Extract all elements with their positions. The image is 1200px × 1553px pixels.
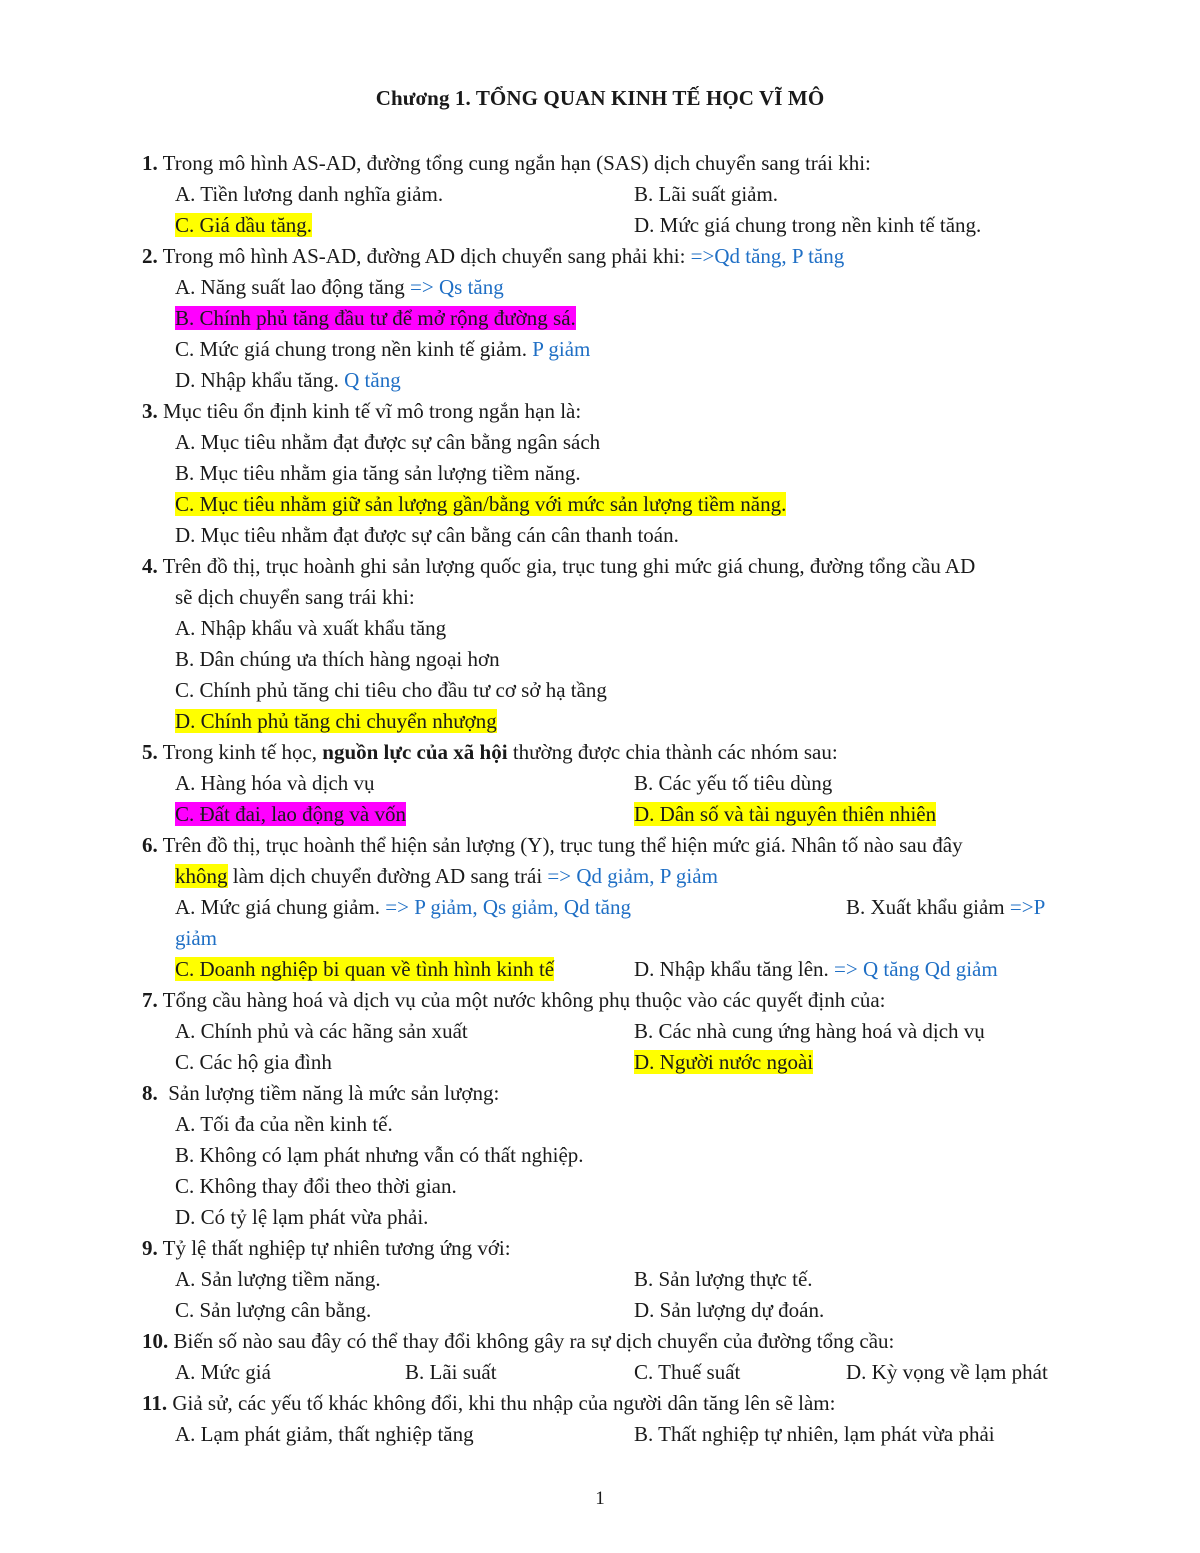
annotation-note: => Q tăng Qd giảm (834, 957, 998, 981)
question-4-continued: sẽ dịch chuyển sang trái khi: (175, 585, 415, 609)
question-3: 3. Mục tiêu ổn định kinh tế vĩ mô trong ngắn hạn là: (142, 399, 582, 423)
question-7: 7. Tổng cầu hàng hoá và dịch vụ của một nước không phụ thuộc vào các quyết định của: (142, 988, 886, 1012)
annotation-note: => Qs tăng (410, 275, 504, 299)
q7-option-c: C. Các hộ gia đình (175, 1050, 332, 1074)
q7-option-b: B. Các nhà cung ứng hàng hoá và dịch vụ (634, 1019, 985, 1043)
q2-option-b (175, 304, 576, 332)
page-number: 1 (595, 1488, 605, 1509)
q3-option-c (175, 490, 786, 518)
annotation-note: => Qd giảm, P giảm (547, 864, 718, 888)
q6-option-a: A. Mức giá chung giảm. => P giảm, Qs giảm, Qd tăng (175, 895, 631, 919)
q8-option-d: D. Có tỷ lệ lạm phát vừa phải. (175, 1205, 429, 1229)
annotation-note: =>P (1009, 895, 1046, 919)
question-11: 11. Giả sử, các yếu tố khác không đổi, khi thu nhập của người dân tăng lên sẽ làm: (142, 1391, 836, 1415)
question-9: 9. Tỷ lệ thất nghiệp tự nhiên tương ứng với: (142, 1236, 511, 1260)
q1-option-a: A. Tiền lương danh nghĩa giảm. (175, 182, 444, 206)
highlighted-answer: D. Chính phủ tăng chi chuyển nhượng (175, 709, 497, 733)
q2-option-c: C. Mức giá chung trong nền kinh tế giảm. P giảm (175, 337, 591, 361)
q11-option-a: A. Lạm phát giảm, thất nghiệp tăng (175, 1422, 474, 1446)
q10-option-d: D. Kỳ vọng về lạm phát (846, 1360, 1048, 1384)
chapter-title: Chương 1. TỔNG QUAN KINH TẾ HỌC VĨ MÔ (375, 86, 825, 110)
highlighted-word: không (175, 864, 228, 888)
question-4: 4. Trên đồ thị, trục hoành ghi sản lượng quốc gia, trục tung ghi mức giá chung, đường tổng cầu AD (142, 554, 976, 578)
q10-option-b: B. Lãi suất (405, 1360, 497, 1384)
q9-option-b: B. Sản lượng thực tế. (634, 1267, 813, 1291)
q4-option-a: A. Nhập khẩu và xuất khẩu tăng (175, 616, 447, 640)
q4-option-b: B. Dân chúng ưa thích hàng ngoại hơn (175, 647, 500, 671)
highlighted-answer: C. Doanh nghiệp bi quan về tình hình kinh tế (175, 957, 555, 981)
q2-option-a: A. Năng suất lao động tăng => Qs tăng (175, 275, 504, 299)
q4-option-c: C. Chính phủ tăng chi tiêu cho đầu tư cơ sở hạ tầng (175, 678, 607, 702)
q7-option-a: A. Chính phủ và các hãng sản xuất (175, 1019, 468, 1043)
q9-option-c: C. Sản lượng cân bằng. (175, 1298, 372, 1322)
q10-option-a: A. Mức giá (175, 1360, 271, 1384)
q8-option-a: A. Tối đa của nền kinh tế. (175, 1112, 393, 1136)
q3-option-d: D. Mục tiêu nhằm đạt được sự cân bằng cán cân thanh toán. (175, 523, 679, 547)
question-2: 2. Trong mô hình AS-AD, đường AD dịch chuyển sang phải khi: =>Qd tăng, P tăng (142, 244, 845, 268)
q5-option-d (634, 800, 936, 828)
highlighted-answer: C. Giá dầu tăng. (175, 213, 313, 237)
question-5: 5. Trong kinh tế học, nguồn lực của xã hội thường được chia thành các nhóm sau: (142, 740, 838, 764)
question-1: 1. Trong mô hình AS-AD, đường tổng cung ngắn hạn (SAS) dịch chuyển sang trái khi: (142, 151, 871, 175)
q3-option-a: A. Mục tiêu nhằm đạt được sự cân bằng ngân sách (175, 430, 601, 454)
q2-option-d: D. Nhập khẩu tăng. Q tăng (175, 368, 401, 392)
q1-option-c (175, 211, 312, 239)
annotation-note: =>Qd tăng, P tăng (690, 244, 845, 268)
q10-option-c: C. Thuế suất (634, 1360, 741, 1384)
q3-option-b: B. Mục tiêu nhằm gia tăng sản lượng tiềm năng. (175, 461, 581, 485)
question-6-continued: không làm dịch chuyển đường AD sang trái => Qd giảm, P giảm (175, 864, 718, 888)
q5-option-c (175, 800, 406, 828)
q6-option-d: D. Nhập khẩu tăng lên. => Q tăng Qd giảm (634, 957, 998, 981)
annotation-note: P giảm (532, 337, 591, 361)
q7-option-d (634, 1048, 813, 1076)
highlighted-answer: D. Dân số và tài nguyên thiên nhiên (634, 802, 937, 826)
q8-option-b: B. Không có lạm phát nhưng vẫn có thất nghiệp. (175, 1143, 584, 1167)
highlighted-answer: C. Đất đai, lao động và vốn (175, 802, 406, 826)
highlighted-answer: D. Người nước ngoài (634, 1050, 814, 1074)
q4-option-d (175, 707, 497, 735)
annotation-note: Q tăng (344, 368, 401, 392)
q5-option-a: A. Hàng hóa và dịch vụ (175, 771, 375, 795)
q1-option-d: D. Mức giá chung trong nền kinh tế tăng. (634, 213, 982, 237)
q11-option-b: B. Thất nghiệp tự nhiên, lạm phát vừa phải (634, 1422, 995, 1446)
q8-option-c: C. Không thay đổi theo thời gian. (175, 1174, 457, 1198)
q9-option-d: D. Sản lượng dự đoán. (634, 1298, 825, 1322)
question-8: 8. Sản lượng tiềm năng là mức sản lượng: (142, 1081, 500, 1105)
highlighted-answer: C. Mục tiêu nhằm giữ sản lượng gần/bằng với mức sản lượng tiềm năng. (175, 492, 787, 516)
question-10: 10. Biến số nào sau đây có thể thay đổi không gây ra sự dịch chuyển của đường tổng cầu: (142, 1329, 895, 1353)
q6-option-b: B. Xuất khẩu giảm =>P (846, 895, 1046, 919)
question-6: 6. Trên đồ thị, trục hoành thể hiện sản lượng (Y), trục tung thể hiện mức giá. Nhân tố nào sau đây (142, 833, 963, 857)
annotation-note: => P giảm, Qs giảm, Qd tăng (385, 895, 631, 919)
q6-option-b-note-continued: giảm (175, 926, 217, 950)
highlighted-answer: B. Chính phủ tăng đầu tư để mở rộng đường sá. (175, 306, 576, 330)
q5-option-b: B. Các yếu tố tiêu dùng (634, 771, 833, 795)
q1-option-b: B. Lãi suất giảm. (634, 182, 779, 206)
q9-option-a: A. Sản lượng tiềm năng. (175, 1267, 381, 1291)
q6-option-c (175, 955, 554, 983)
